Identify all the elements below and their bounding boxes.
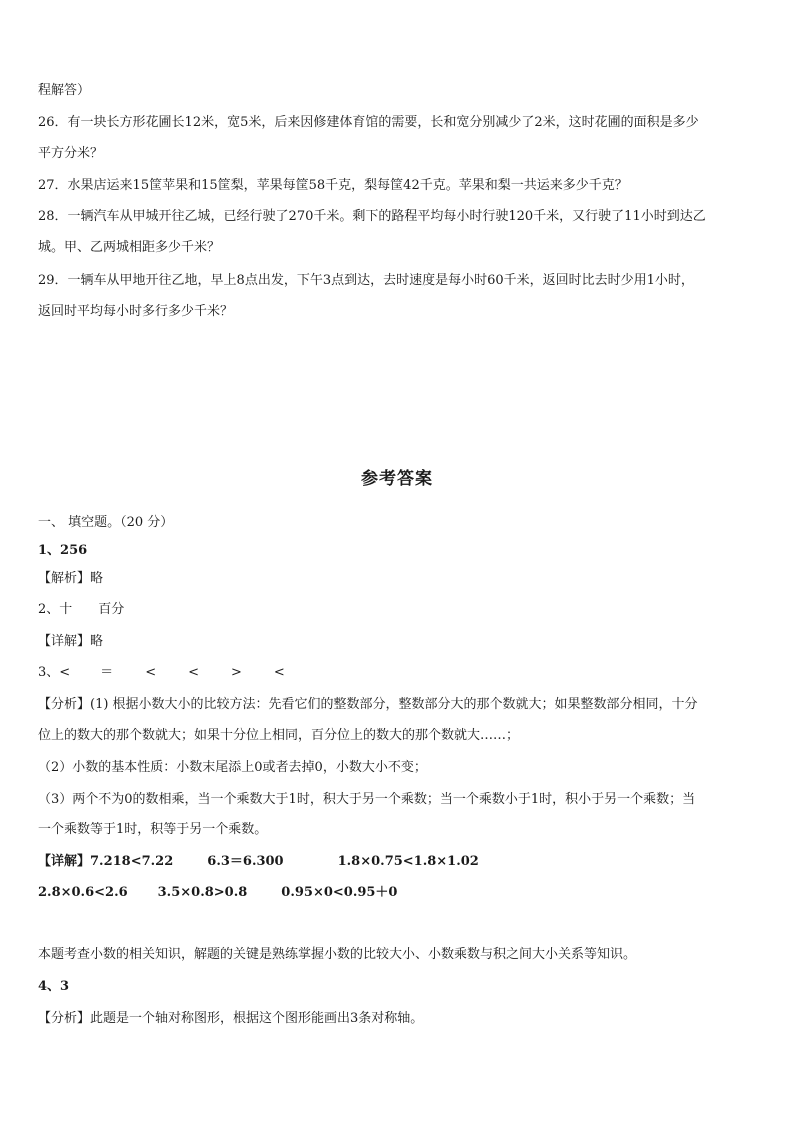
answer-3-detail-row1 bbox=[38, 853, 479, 871]
detail-item: 3.5×0.8>0.8 bbox=[157, 885, 248, 900]
detail-item: 1.8×0.75<1.8×1.02 bbox=[337, 854, 479, 869]
answer-3-symbol: < bbox=[273, 665, 285, 680]
answer-4: 4、3 bbox=[38, 979, 70, 994]
answer-3-detail-row2 bbox=[38, 884, 397, 902]
detail-item: 6.3＝6.300 bbox=[207, 854, 284, 869]
answer-1: 1、256 bbox=[38, 543, 88, 558]
answer-key-title: 参考答案 bbox=[361, 469, 433, 489]
answer-3-analysis-line5: 一个乘数等于1时，积等于另一个乘数。 bbox=[38, 822, 268, 837]
question-28-line2: 城。甲、乙两城相距多少千米？ bbox=[38, 240, 221, 255]
detail-item: 7.218<7.22 bbox=[90, 854, 174, 869]
question-29-line1: 29．一辆车从甲地开往乙地，早上8点出发，下午3点到达，去时速度是每小时60千米，返回时比去时少用1小时， bbox=[38, 273, 694, 288]
section-heading: 一、 填空题。（20 分） bbox=[38, 515, 174, 530]
answer-2-first: 2、十 bbox=[38, 602, 73, 617]
previous-question-tail: 程解答） bbox=[38, 83, 91, 98]
answer-3-summary: 本题考查小数的相关知识，解题的关键是熟练掌握小数的比较大小、小数乘数与积之间大小关系等知识。 bbox=[38, 947, 637, 962]
answer-4-analysis: 【分析】此题是一个轴对称图形，根据这个图形能画出3条对称轴。 bbox=[38, 1011, 424, 1026]
question-26-line2: 平方分米？ bbox=[38, 146, 104, 161]
answer-2 bbox=[38, 601, 124, 619]
answer-3-symbol: < bbox=[145, 665, 157, 680]
answer-2-second: 百分 bbox=[98, 602, 125, 617]
question-29-line2: 返回时平均每小时多行多少千米？ bbox=[38, 304, 234, 319]
question-27: 27．水果店运来15筐苹果和15筐梨，苹果每筐58千克，梨每筐42千克。苹果和梨一共运来多少千克？ bbox=[38, 178, 628, 193]
answer-3-analysis-line4: （3）两个不为0的数相乘，当一个乘数大于1时，积大于另一个乘数；当一个乘数小于1时，积小于另一个乘数；当 bbox=[38, 792, 696, 807]
detail-item: 2.8×0.6<2.6 bbox=[38, 885, 128, 900]
answer-3-symbol: ＝ bbox=[100, 665, 114, 680]
answer-3-symbol: > bbox=[231, 665, 242, 680]
answer-3-first: 3、< bbox=[38, 665, 71, 680]
answer-3-analysis-line3: （2）小数的基本性质：小数末尾添上0或者去掉0，小数大小不变； bbox=[38, 760, 427, 775]
question-26-line1: 26．有一块长方形花圃长12米，宽5米，后来因修建体育馆的需要，长和宽分别减少了2米，这时花圃的面积是多少 bbox=[38, 115, 699, 130]
answer-3 bbox=[38, 664, 285, 682]
answer-1-note: 【解析】略 bbox=[38, 571, 104, 586]
question-28-line1: 28．一辆汽车从甲城开往乙城，已经行驶了270千米。剩下的路程平均每小时行驶120千米，又行驶了11小时到达乙 bbox=[38, 209, 706, 224]
answer-3-symbol: < bbox=[188, 665, 199, 680]
answer-3-analysis-line2: 位上的数大的那个数就大；如果十分位上相同，百分位上的数大的那个数就大……； bbox=[38, 728, 520, 743]
detail-label: 【详解】 bbox=[38, 854, 91, 869]
detail-item: 0.95×0<0.95＋0 bbox=[281, 885, 398, 900]
answer-3-analysis-line1: 【分析】(1) 根据小数大小的比较方法：先看它们的整数部分，整数部分大的那个数就大；如果整数部分相同，十分 bbox=[38, 697, 698, 712]
answer-2-note: 【详解】略 bbox=[38, 634, 104, 649]
